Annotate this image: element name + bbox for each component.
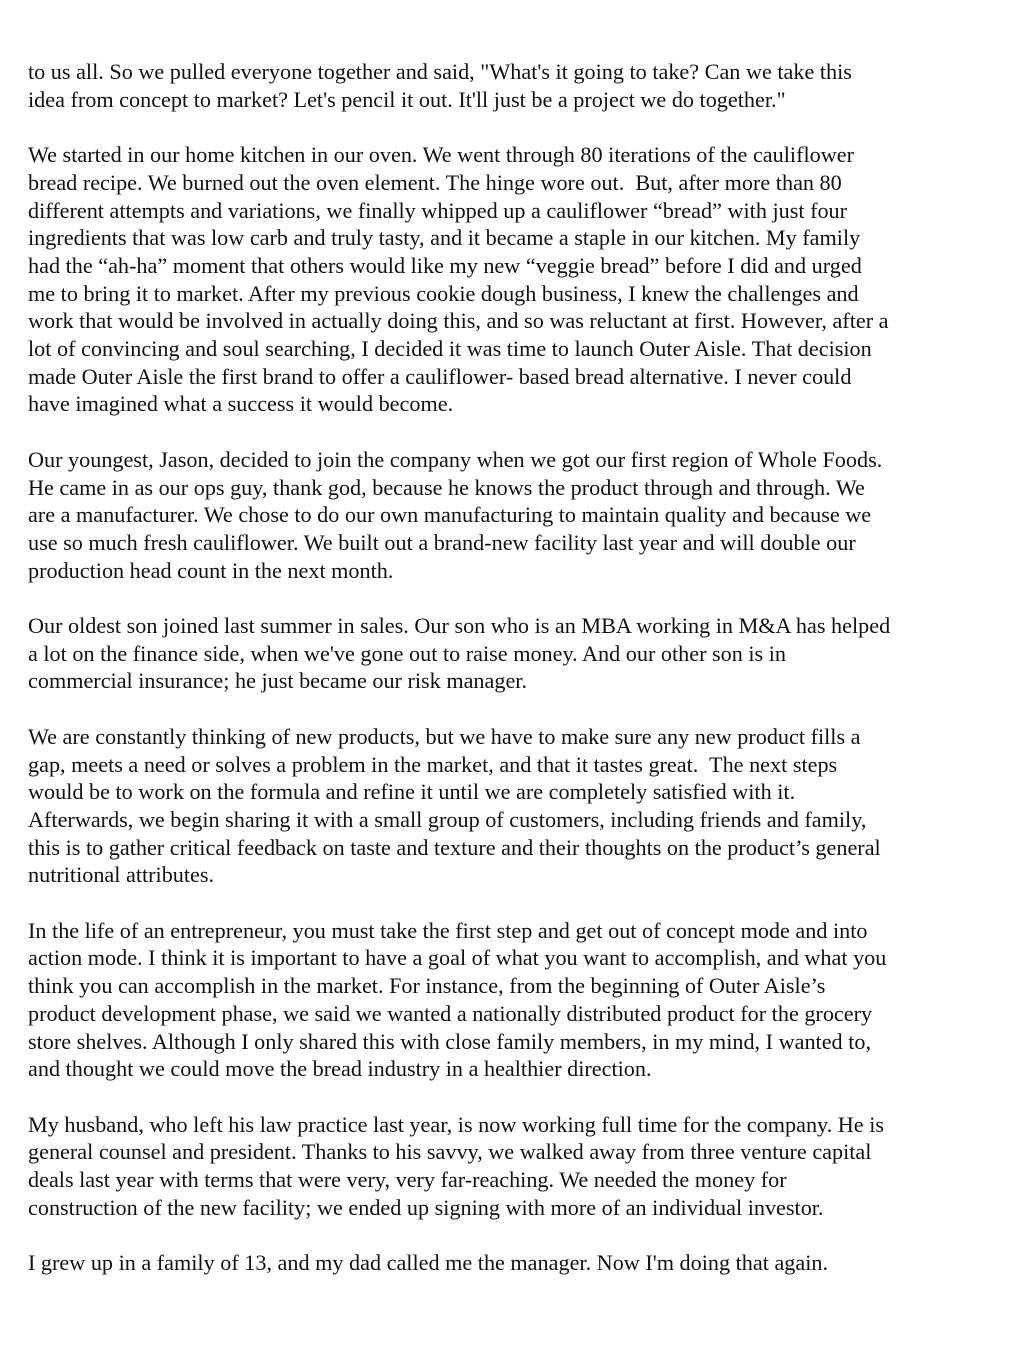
- text-line: He came in as our ops guy, thank god, because he knows the product through and through. We: [28, 474, 865, 500]
- paragraph: [28, 58, 978, 113]
- document-body: [28, 58, 978, 1305]
- text-line: work that would be involved in actually doing this, and so was reluctant at first. However, after a: [28, 308, 889, 334]
- text-line: made Outer Aisle the first brand to offer a cauliflower- based bread alternative. I never could: [28, 363, 852, 389]
- text-line: have imagined what a success it would become.: [28, 391, 454, 417]
- paragraph: [28, 446, 978, 585]
- text-line: to us all. So we pulled everyone together and said, "What's it going to take? Can we take this: [28, 59, 852, 84]
- paragraph: [28, 723, 978, 889]
- text-line: We are constantly thinking of new products, but we have to make sure any new product fills a: [28, 723, 861, 749]
- paragraph: [28, 612, 978, 695]
- text-line: In the life of an entrepreneur, you must take the first step and get out of concept mode and into: [28, 917, 868, 943]
- text-line: gap, meets a need or solves a problem in the market, and that it tastes great. The next steps: [28, 751, 838, 777]
- text-line: ingredients that was low carb and truly tasty, and it became a staple in our kitchen. My family: [28, 225, 861, 251]
- text-line: commercial insurance; he just became our risk manager.: [28, 668, 528, 694]
- text-line: had the “ah-ha” moment that others would like my new “veggie bread” before I did and urged: [28, 252, 862, 278]
- text-line: and thought we could move the bread industry in a healthier direction.: [28, 1056, 652, 1082]
- text-line: this is to gather critical feedback on taste and texture and their thoughts on the product’s general: [28, 834, 881, 860]
- text-line: action mode. I think it is important to have a goal of what you want to accomplish, and what you: [28, 945, 887, 971]
- text-line: general counsel and president. Thanks to his savvy, we walked away from three venture capital: [28, 1139, 872, 1165]
- text-line: different attempts and variations, we finally whipped up a cauliflower “bread” with just four: [28, 197, 848, 223]
- text-line: nutritional attributes.: [28, 862, 215, 888]
- text-line: are a manufacturer. We chose to do our own manufacturing to maintain quality and because we: [28, 502, 872, 528]
- text-line: store shelves. Although I only shared this with close family members, in my mind, I wanted to,: [28, 1028, 871, 1054]
- text-line: idea from concept to market? Let's pencil it out. It'll just be a project we do together.": [28, 86, 786, 112]
- text-line: think you can accomplish in the market. For instance, from the beginning of Outer Aisle’s: [28, 973, 826, 999]
- text-line: We started in our home kitchen in our oven. We went through 80 iterations of the cauliflower: [28, 142, 854, 168]
- text-line: Afterwards, we begin sharing it with a small group of customers, including friends and family,: [28, 806, 867, 832]
- text-line: product development phase, we said we wanted a nationally distributed product for the grocery: [28, 1000, 873, 1026]
- text-line: would be to work on the formula and refine it until we are completely satisfied with it.: [28, 779, 796, 805]
- paragraph: [28, 141, 978, 418]
- text-line: I grew up in a family of 13, and my dad called me the manager. Now I'm doing that again.: [28, 1250, 829, 1276]
- text-line: use so much fresh cauliflower. We built out a brand-new facility last year and will double our: [28, 529, 856, 555]
- paragraph: [28, 1111, 978, 1222]
- text-line: production head count in the next month.: [28, 557, 394, 583]
- text-line: Our youngest, Jason, decided to join the company when we got our first region of Whole Foods.: [28, 446, 883, 472]
- text-line: a lot on the finance side, when we've gone out to raise money. And our other son is in: [28, 640, 786, 666]
- text-line: deals last year with terms that were very, very far-reaching. We needed the money for: [28, 1167, 787, 1193]
- text-line: My husband, who left his law practice last year, is now working full time for the company. He is: [28, 1111, 885, 1137]
- paragraph: [28, 1249, 978, 1277]
- text-line: me to bring it to market. After my previous cookie dough business, I knew the challenges and: [28, 280, 859, 306]
- text-line: bread recipe. We burned out the oven element. The hinge wore out. But, after more than 80: [28, 169, 842, 195]
- text-line: construction of the new facility; we ended up signing with more of an individual investor.: [28, 1194, 824, 1220]
- text-line: lot of convincing and soul searching, I decided it was time to launch Outer Aisle. That decision: [28, 336, 872, 362]
- text-line: Our oldest son joined last summer in sales. Our son who is an MBA working in M&A has helped: [28, 613, 891, 639]
- paragraph: [28, 917, 978, 1083]
